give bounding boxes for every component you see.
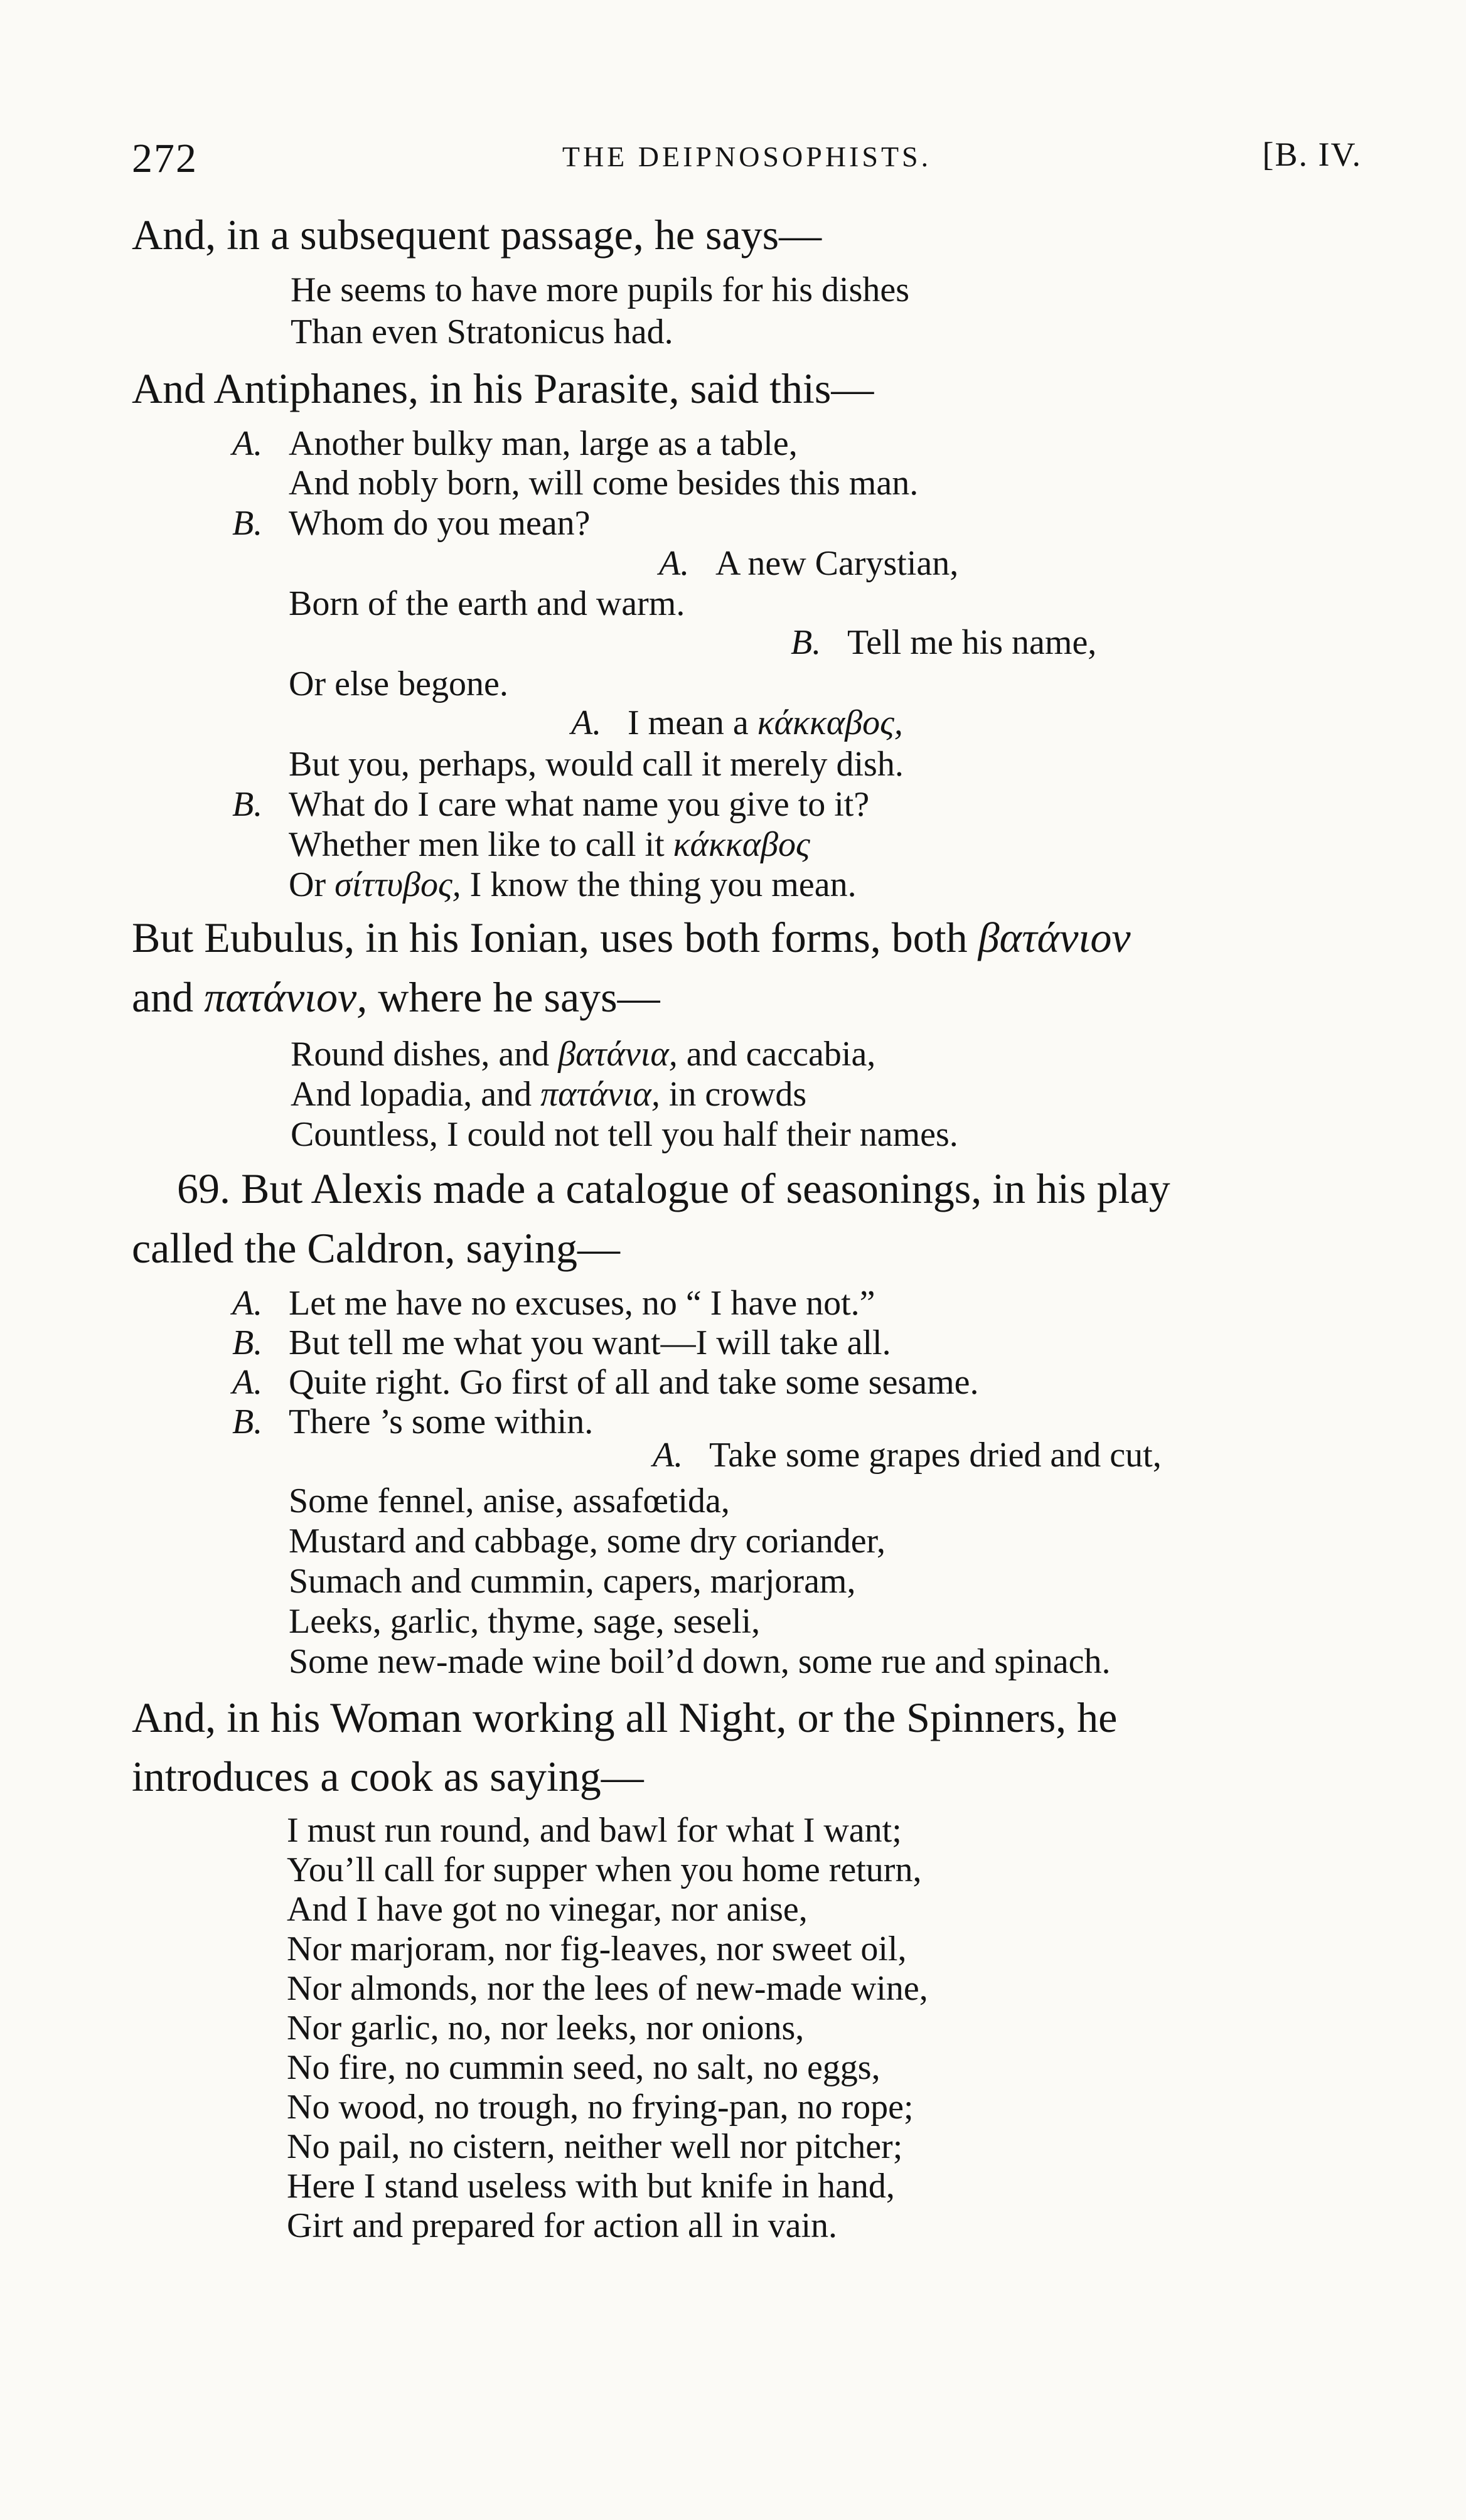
greek-word: κάκκαβος [673,825,810,864]
prose-line: But Eubulus, in his Ionian, uses both forms, both βατάνιον [132,914,1131,961]
prose-line: And, in a subsequent passage, he says— [132,211,822,259]
verse-line: A. I mean a κάκκαβος, [571,703,903,742]
greek-word: βατάνια, [558,1035,678,1074]
verse-line: Nor marjoram, nor fig-leaves, nor sweet oil, [287,1930,907,1968]
prose-line: And Antiphanes, in his Parasite, said this— [132,365,874,412]
prose-line: And, in his Woman working all Night, or the Spinners, he [132,1694,1118,1741]
verse-line: Or σίττυβος, I know the thing you mean. [289,865,857,904]
speaker-label: B. [232,1402,263,1441]
speaker-label: A. [571,703,602,742]
verse-line: A. Another bulky man, large as a table, [232,424,798,463]
speaker-label: A. [232,424,263,463]
book-reference: [B. IV. [1262,136,1362,173]
verse-line: No wood, no trough, no frying-pan, no rope; [287,2088,914,2127]
verse-line: Here I stand useless with but knife in hand, [287,2167,895,2206]
verse-line: Girt and prepared for action all in vain. [287,2206,837,2245]
verse-line: B. But tell me what you want—I will take all. [232,1323,891,1362]
speaker-label: B. [232,785,263,824]
speaker-label: A. [232,1284,263,1323]
page-number: 272 [132,136,198,181]
verse-line: Some fennel, anise, assafœtida, [289,1482,730,1520]
verse-line: B. There ’s some within. [232,1402,594,1441]
verse-line: Whether men like to call it κάκκαβος [289,825,810,864]
verse-line: And lopadia, and πατάνια, in crowds [291,1075,807,1114]
verse-line: A. Let me have no excuses, no “ I have not.” [232,1284,875,1323]
verse-line: Mustard and cabbage, some dry coriander, [289,1522,885,1561]
verse-line: B. What do I care what name you give to it? [232,785,870,824]
greek-word: πατάνιον, [204,973,368,1021]
verse-line: A. A new Carystian, [659,544,959,583]
prose-line: called the Caldron, saying— [132,1224,621,1272]
running-header [132,135,1362,185]
greek-word: σίττυβος, [334,865,461,904]
speaker-label: A. [232,1363,263,1402]
speaker-label: B. [791,623,821,662]
greek-word: βατάνιον [978,914,1131,961]
verse-line: And nobly born, will come besides this man. [289,464,919,503]
verse-line: Nor garlic, no, nor leeks, nor onions, [287,2009,805,2048]
speaker-label: B. [232,504,263,543]
prose-line: introduces a cook as saying— [132,1753,644,1800]
speaker-label: A. [653,1436,683,1475]
speaker-label: B. [232,1323,263,1362]
verse-line: A. Take some grapes dried and cut, [653,1436,1162,1475]
verse-line: Sumach and cummin, capers, marjoram, [289,1562,856,1601]
verse-line: No pail, no cistern, neither well nor pitcher; [287,2127,903,2166]
verse-line: Some new-made wine boil’d down, some rue and spinach. [289,1642,1111,1681]
verse-line: Than even Stratonicus had. [291,312,673,351]
verse-line: Leeks, garlic, thyme, sage, seseli, [289,1602,761,1641]
prose-line: and πατάνιον, where he says— [132,973,660,1021]
verse-line: But you, perhaps, would call it merely dish. [289,745,904,784]
verse-line: Or else begone. [289,665,508,703]
verse-line: Nor almonds, nor the lees of new-made wine, [287,1969,928,2008]
running-title: THE DEIPNOSOPHISTS. [562,141,932,173]
verse-line: And I have got no vinegar, nor anise, [287,1890,808,1929]
speaker-label: A. [659,544,690,583]
verse-line: A. Quite right. Go first of all and take some sesame. [232,1363,979,1402]
greek-word: κάκκαβος, [757,703,903,742]
verse-line: B. Tell me his name, [791,623,1097,662]
verse-line: He seems to have more pupils for his dishes [291,270,910,309]
greek-word: πατάνια, [540,1075,660,1114]
verse-line: Born of the earth and warm. [289,584,685,623]
verse-line: B. Whom do you mean? [232,504,591,543]
prose-line: 69. But Alexis made a catalogue of seasonings, in his play [177,1165,1170,1212]
verse-line: Round dishes, and βατάνια, and caccabia, [291,1035,876,1074]
verse-line: No fire, no cummin seed, no salt, no eggs, [287,2048,880,2087]
verse-line: Countless, I could not tell you half their names. [291,1115,958,1154]
verse-line: You’ll call for supper when you home return, [287,1850,922,1889]
verse-line: I must run round, and bawl for what I want; [287,1811,902,1850]
